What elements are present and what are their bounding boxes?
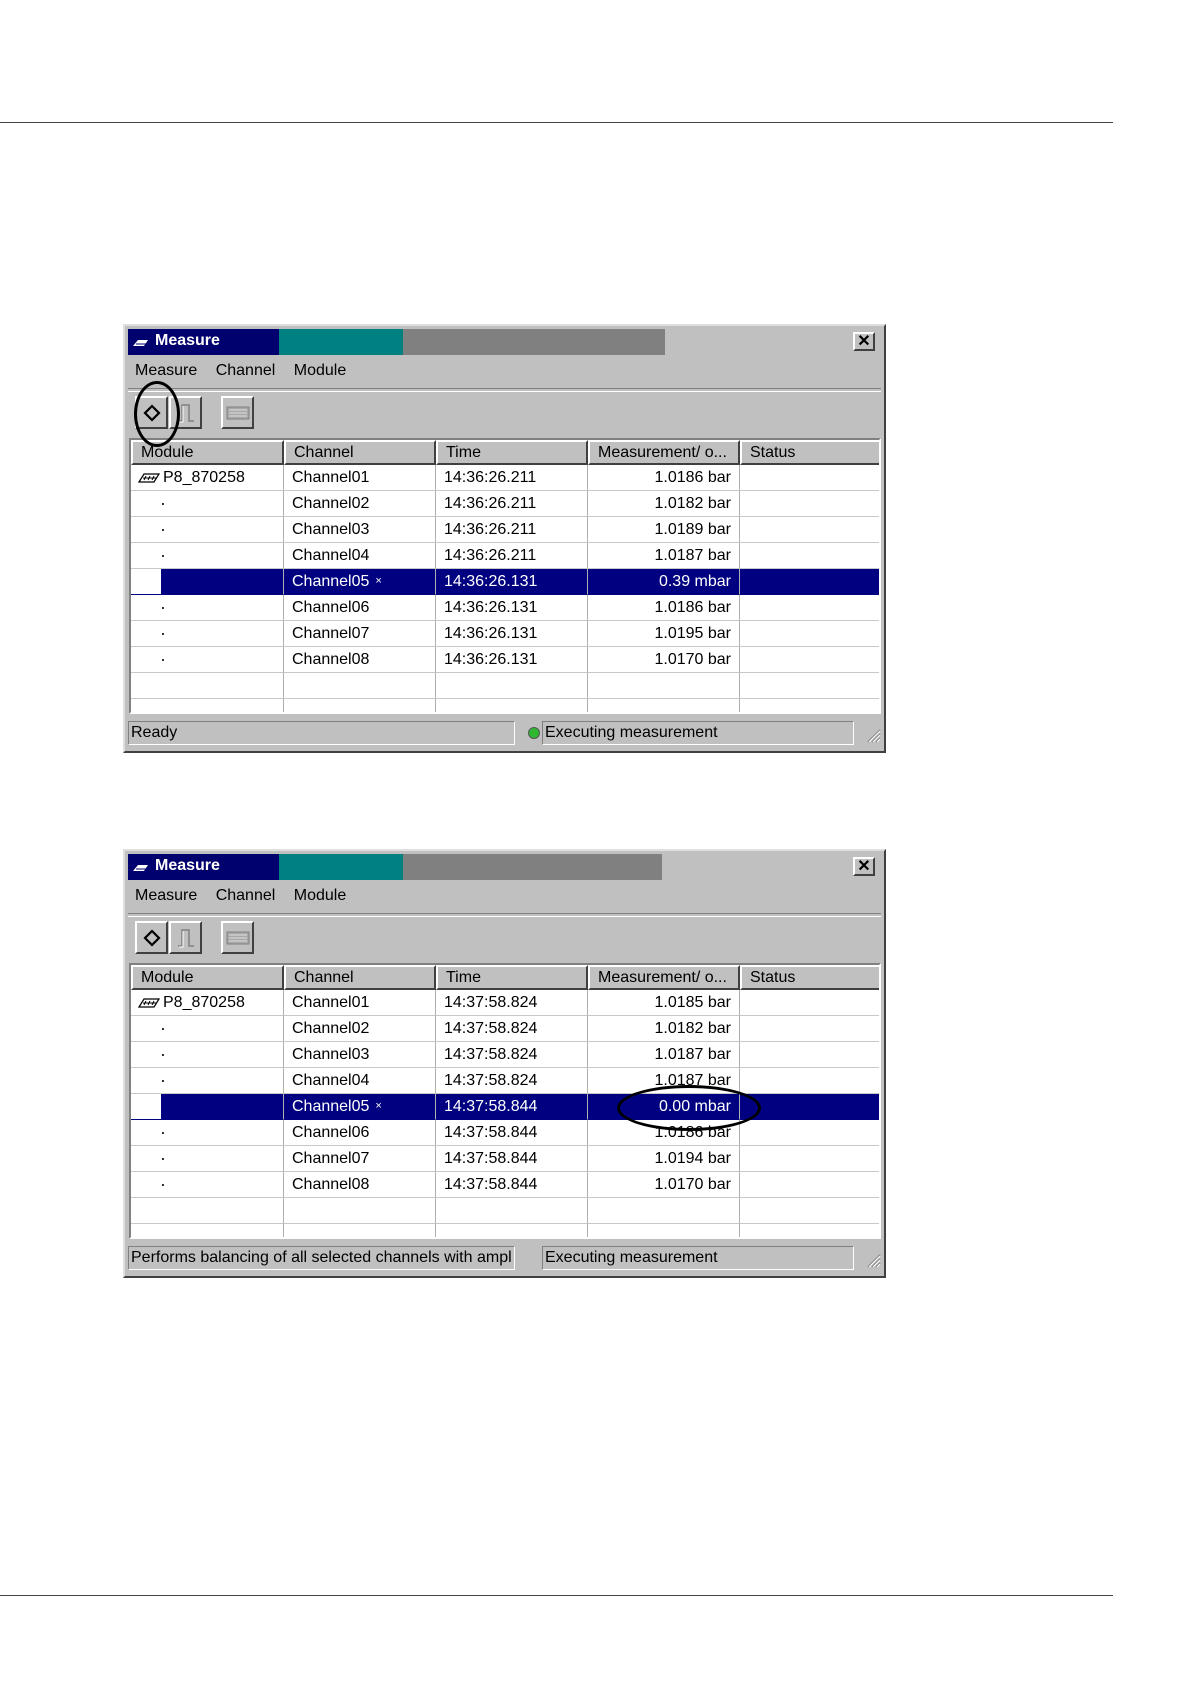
resize-grip-icon[interactable] <box>863 1250 881 1268</box>
measurement-cell: 0.00 mbar <box>588 1094 740 1120</box>
channel-cell: Channel02 <box>284 491 436 517</box>
status-bar <box>128 721 881 745</box>
status-cell <box>740 1120 879 1146</box>
balance-button[interactable] <box>135 396 168 429</box>
column-header-status[interactable]: Status <box>740 965 881 990</box>
tree-dot <box>162 1028 164 1030</box>
module-cell <box>131 647 284 673</box>
module-cell <box>131 990 284 1016</box>
measurement-cell: 1.0186 bar <box>588 1120 740 1146</box>
measurement-table[interactable] <box>129 438 881 714</box>
measurement-cell: 1.0187 bar <box>588 543 740 569</box>
channel-cell <box>284 569 436 595</box>
column-header-time[interactable]: Time <box>436 440 588 465</box>
tree-dot <box>162 1132 164 1134</box>
diamond-icon <box>143 929 161 947</box>
module-cell <box>131 1042 284 1068</box>
status-cell <box>740 517 879 543</box>
pulse-icon <box>176 927 196 949</box>
empty-cell <box>284 1198 436 1224</box>
status-cell <box>740 647 879 673</box>
column-header-module[interactable]: Module <box>131 965 284 990</box>
status-led-icon <box>528 727 540 739</box>
tree-dot <box>162 1054 164 1056</box>
measure-window-2 <box>123 849 886 1278</box>
tree-dot <box>162 1158 164 1160</box>
menu-bar <box>135 362 360 384</box>
empty-cell <box>588 699 740 714</box>
status-cell <box>740 1016 879 1042</box>
time-cell: 14:36:26.131 <box>436 595 588 621</box>
status-cell <box>740 1068 879 1094</box>
empty-cell <box>740 699 879 714</box>
status-cell <box>740 1094 879 1120</box>
menu-module[interactable]: Module <box>293 362 347 379</box>
module-cell <box>131 595 284 621</box>
app-icon <box>132 863 150 873</box>
time-cell: 14:36:26.211 <box>436 543 588 569</box>
close-button[interactable]: ✕ <box>853 857 875 876</box>
pulse-button[interactable] <box>169 921 202 954</box>
title-bar-teal <box>279 854 403 880</box>
time-cell: 14:37:58.824 <box>436 1042 588 1068</box>
channel-cell: Channel03 <box>284 1042 436 1068</box>
channel-cell: Channel07 <box>284 621 436 647</box>
status-cell <box>740 621 879 647</box>
time-cell: 14:36:26.131 <box>436 621 588 647</box>
measurement-cell: 1.0182 bar <box>588 1016 740 1042</box>
empty-cell <box>131 673 284 699</box>
title-bar-gray <box>403 329 665 355</box>
time-cell: 14:37:58.844 <box>436 1172 588 1198</box>
tree-dot <box>162 529 164 531</box>
empty-cell <box>131 1198 284 1224</box>
status-cell <box>740 1146 879 1172</box>
table-header <box>131 965 879 990</box>
channel-cell: Channel04 <box>284 543 436 569</box>
channel-marker: × <box>375 1100 382 1112</box>
measurement-cell: 1.0194 bar <box>588 1146 740 1172</box>
table-row[interactable] <box>131 543 879 569</box>
measurement-cell: 1.0185 bar <box>588 990 740 1016</box>
resize-grip-icon[interactable] <box>863 725 881 743</box>
measurement-cell: 1.0186 bar <box>588 595 740 621</box>
channel-cell: Channel03 <box>284 517 436 543</box>
table-row[interactable] <box>131 491 879 517</box>
channel-cell: Channel08 <box>284 647 436 673</box>
module-cell <box>131 1016 284 1042</box>
table-row[interactable] <box>131 990 879 1016</box>
column-header-channel[interactable]: Channel <box>284 965 436 990</box>
table-row[interactable] <box>131 647 879 673</box>
tree-dot <box>162 607 164 609</box>
module-cell <box>131 517 284 543</box>
window-title: Measure <box>155 857 220 874</box>
status-bar <box>128 1246 881 1270</box>
title-bar[interactable] <box>128 329 881 355</box>
time-cell: 14:37:58.844 <box>436 1094 588 1120</box>
time-cell: 14:36:26.211 <box>436 517 588 543</box>
tree-dot <box>162 1184 164 1186</box>
channel-cell: Channel08 <box>284 1172 436 1198</box>
menu-separator <box>128 388 881 392</box>
empty-cell <box>284 1224 436 1239</box>
table-row-selected[interactable] <box>131 1094 879 1120</box>
column-header-measurement[interactable]: Measurement/ o... <box>588 440 740 465</box>
module-icon <box>137 997 161 1009</box>
selection-marker <box>161 1094 284 1120</box>
channel-cell: Channel02 <box>284 1016 436 1042</box>
empty-cell <box>740 1224 879 1239</box>
menu-measure[interactable]: Measure <box>135 887 198 904</box>
channel-cell: Channel06 <box>284 595 436 621</box>
time-cell: 14:37:58.824 <box>436 1068 588 1094</box>
table-row[interactable] <box>131 1172 879 1198</box>
tree-dot <box>162 633 164 635</box>
status-measurement: Executing measurement <box>542 1246 854 1270</box>
table-row[interactable] <box>131 465 879 491</box>
table-row[interactable] <box>131 1068 879 1094</box>
table-row[interactable] <box>131 517 879 543</box>
measure-window-1 <box>123 324 886 753</box>
menu-module[interactable]: Module <box>293 887 347 904</box>
measurement-cell: 1.0170 bar <box>588 647 740 673</box>
status-text: Performs balancing of all selected channels with ampl <box>128 1246 515 1270</box>
empty-cell <box>436 673 588 699</box>
empty-cell <box>740 673 879 699</box>
tree-dot <box>162 503 164 505</box>
channel-cell: Channel04 <box>284 1068 436 1094</box>
menu-separator <box>128 913 881 917</box>
balance-button[interactable] <box>135 921 168 954</box>
measurement-cell: 1.0187 bar <box>588 1068 740 1094</box>
table-row-empty <box>131 673 879 699</box>
display-icon <box>226 930 250 946</box>
status-cell <box>740 1172 879 1198</box>
display-button[interactable] <box>221 921 254 954</box>
pulse-button[interactable] <box>169 396 202 429</box>
channel-cell: Channel01 <box>284 990 436 1016</box>
channel-cell: Channel01 <box>284 465 436 491</box>
menu-channel[interactable]: Channel <box>215 887 276 904</box>
module-cell <box>131 1094 284 1120</box>
module-icon <box>137 472 161 484</box>
channel-label: Channel05 <box>292 573 370 590</box>
empty-cell <box>284 673 436 699</box>
time-cell: 14:36:26.131 <box>436 569 588 595</box>
column-header-measurement[interactable]: Measurement/ o... <box>588 965 740 990</box>
status-cell <box>740 990 879 1016</box>
table-row-selected[interactable] <box>131 569 879 595</box>
channel-marker: × <box>375 575 382 587</box>
status-cell <box>740 543 879 569</box>
empty-cell <box>740 1198 879 1224</box>
pulse-icon <box>176 402 196 424</box>
module-cell <box>131 621 284 647</box>
status-cell <box>740 595 879 621</box>
table-row-empty <box>131 699 879 714</box>
menu-measure[interactable]: Measure <box>135 362 198 379</box>
tree-dot <box>162 555 164 557</box>
close-button[interactable]: ✕ <box>853 332 875 351</box>
measurement-table[interactable] <box>129 963 881 1239</box>
table-row[interactable] <box>131 1016 879 1042</box>
measurement-cell: 1.0182 bar <box>588 491 740 517</box>
module-cell <box>131 569 284 595</box>
column-header-status[interactable]: Status <box>740 440 881 465</box>
module-cell <box>131 1146 284 1172</box>
app-icon <box>132 338 150 348</box>
time-cell: 14:37:58.844 <box>436 1120 588 1146</box>
time-cell: 14:36:26.211 <box>436 491 588 517</box>
module-cell <box>131 491 284 517</box>
table-row[interactable] <box>131 1146 879 1172</box>
module-name: P8_870258 <box>163 994 245 1011</box>
status-cell <box>740 465 879 491</box>
measurement-cell: 0.39 mbar <box>588 569 740 595</box>
channel-cell: Channel06 <box>284 1120 436 1146</box>
tree-dot <box>162 1080 164 1082</box>
measurement-cell: 1.0187 bar <box>588 1042 740 1068</box>
column-header-time[interactable]: Time <box>436 965 588 990</box>
module-cell <box>131 1120 284 1146</box>
column-header-module[interactable]: Module <box>131 440 284 465</box>
display-button[interactable] <box>221 396 254 429</box>
table-row[interactable] <box>131 1042 879 1068</box>
empty-cell <box>284 699 436 714</box>
time-cell: 14:36:26.211 <box>436 465 588 491</box>
status-measurement: Executing measurement <box>542 721 854 745</box>
measurement-cell: 1.0170 bar <box>588 1172 740 1198</box>
module-cell <box>131 1068 284 1094</box>
table-row[interactable] <box>131 1120 879 1146</box>
display-icon <box>226 405 250 421</box>
empty-cell <box>131 699 284 714</box>
measurement-cell: 1.0186 bar <box>588 465 740 491</box>
empty-cell <box>588 1224 740 1239</box>
table-header <box>131 440 879 465</box>
module-cell <box>131 1172 284 1198</box>
channel-label: Channel05 <box>292 1098 370 1115</box>
title-bar-teal <box>279 329 403 355</box>
time-cell: 14:36:26.131 <box>436 647 588 673</box>
page-bottom-rule <box>0 1595 1113 1596</box>
table-row-empty <box>131 1224 879 1239</box>
selection-marker <box>161 569 284 595</box>
empty-cell <box>588 1198 740 1224</box>
empty-cell <box>436 1198 588 1224</box>
menu-channel[interactable]: Channel <box>215 362 276 379</box>
window-title: Measure <box>155 332 220 349</box>
title-bar[interactable] <box>128 854 881 880</box>
status-cell <box>740 1042 879 1068</box>
empty-cell <box>131 1224 284 1239</box>
table-row[interactable] <box>131 621 879 647</box>
table-row[interactable] <box>131 595 879 621</box>
module-name: P8_870258 <box>163 469 245 486</box>
module-cell <box>131 465 284 491</box>
page-top-rule <box>0 122 1113 123</box>
measurement-cell: 1.0195 bar <box>588 621 740 647</box>
diamond-icon <box>143 404 161 422</box>
title-bar-gray <box>403 854 662 880</box>
column-header-channel[interactable]: Channel <box>284 440 436 465</box>
status-cell <box>740 569 879 595</box>
module-cell <box>131 543 284 569</box>
channel-cell: Channel07 <box>284 1146 436 1172</box>
channel-cell <box>284 1094 436 1120</box>
time-cell: 14:37:58.824 <box>436 1016 588 1042</box>
tree-dot <box>162 659 164 661</box>
empty-cell <box>588 673 740 699</box>
table-row-empty <box>131 1198 879 1224</box>
menu-bar <box>135 887 360 909</box>
time-cell: 14:37:58.824 <box>436 990 588 1016</box>
time-cell: 14:37:58.844 <box>436 1146 588 1172</box>
status-text: Ready <box>128 721 515 745</box>
status-cell <box>740 491 879 517</box>
measurement-cell: 1.0189 bar <box>588 517 740 543</box>
empty-cell <box>436 699 588 714</box>
empty-cell <box>436 1224 588 1239</box>
